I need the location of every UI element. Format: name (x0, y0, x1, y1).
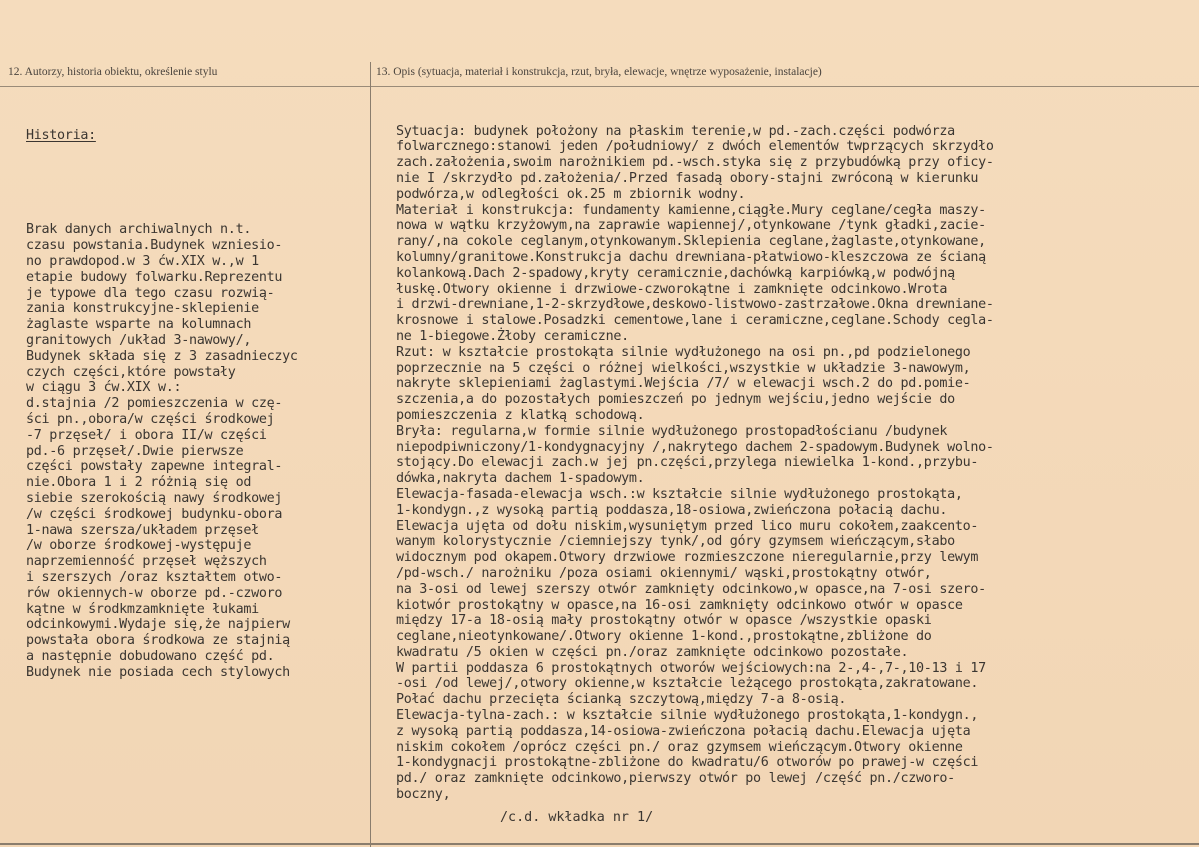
history-column (26, 96, 366, 712)
history-line: 1-nawa szersza/układem przęseł (26, 522, 259, 538)
description-line: rany/,na cokole ceglanym,otynkowanym.Sklepienia ceglane,żaglaste,otynkowane, (396, 234, 986, 250)
history-line: siebie szerokością nawy środkowej (26, 490, 283, 506)
description-line: /pd-wsch./ narożniku /poza osiami okiennymi/ wąski,prostokątny otwór, (396, 565, 932, 581)
description-line: podwórza,w odległości ok.25 m zbiornik wodny. (396, 186, 746, 202)
history-line: pd.-6 przęseł/.Dwie pierwsze (26, 443, 244, 459)
description-line: Rzut: w kształcie prostokąta silnie wydłużonego na osi pn.,pd podzielonego (396, 344, 971, 360)
description-line: i drzwi-drewniane,1-2-skrzydłowe,deskowo-listwowo-zastrzałowe.Okna drewniane- (396, 297, 994, 313)
history-line: części powstały zapewne integral- (26, 459, 283, 475)
bottom-edge (0, 843, 1199, 845)
history-line: czasu powstania.Budynek wzniesio- (26, 238, 283, 254)
history-line: no prawdopod.w 3 ćw.XIX w.,w 1 (26, 253, 259, 269)
description-line: stojący.Do elewacji zach.w jej pn.części,przylega niewielka 1-kond.,przybu- (396, 455, 979, 471)
description-line: na 3-osi od lewej szerszy otwór zamknięty odcinkowo,w opasce,na 7-osi szero- (396, 581, 986, 597)
description-line: Elewacja-tylna-zach.: w kształcie silnie wydłużonego prostokąta,1-kondygn., (396, 708, 979, 724)
description-line: niskim cokołem /oprócz części pn./ oraz gzymsem wieńczącym.Otwory okienne (396, 739, 963, 755)
description-line: zach.założenia,swoim narożnikiem pd.-wsch.styka się z przybudówką przy oficy- (396, 155, 994, 171)
description-line: krosnowe i stalowe.Posadzki cementowe,lane i ceramiczne,ceglane.Schody cegla- (396, 313, 994, 329)
section-13-header: 13. Opis (sytuacja, materiał i konstrukcja, rzut, bryła, elewacje, wnętrze wyposażenie, instalacje) (376, 66, 822, 78)
history-line: a następnie dobudowano część pd. (26, 648, 275, 664)
description-line: boczny, (396, 787, 451, 803)
description-line: nowa w wątku krzyżowym,na zaprawie wapiennej/,otynkowane /tynk gładki,zacie- (396, 218, 986, 234)
section-12-header: 12. Autorzy, historia obiektu, określenie stylu (8, 66, 218, 78)
history-line: etapie budowy folwarku.Reprezentu (26, 269, 283, 285)
description-line: Połać dachu przecięta ścianką szczytową,między 7-a 8-osią. (396, 692, 847, 708)
history-line: nie.Obora 1 i 2 różnią się od (26, 475, 252, 491)
description-line: nakryte sklepieniami żaglastymi.Wejścia /7/ w elewacji wsch.2 do pd.pomie- (396, 376, 971, 392)
continuation-note: /c.d. wkładka nr 1/ (500, 810, 654, 825)
description-line: nie I /skrzydło pd.założenia/.Przed fasadą obory-stajni zwróconą w kierunku (396, 170, 979, 186)
history-line: zania konstrukcyjne-sklepienie (26, 301, 259, 317)
description-line: widocznym pod okapem.Otwory drzwiowe rozmieszczone nieregularnie,przy lewym (396, 550, 979, 566)
description-line: Bryła: regularna,w formie silnie wydłużonego prostopadłościanu /budynek (396, 423, 948, 439)
history-line: żaglaste wsparte na kolumnach (26, 317, 252, 333)
history-line: naprzemienność przęseł węższych (26, 554, 267, 570)
history-line: Brak danych archiwalnych n.t. (26, 222, 252, 238)
history-line: Budynek składa się z 3 zasadnieczyc (26, 348, 298, 364)
history-spacer (26, 175, 366, 191)
history-line: /w części środkowej budynku-obora (26, 506, 283, 522)
history-line: je typowe dla tego czasu rozwią- (26, 285, 275, 301)
history-line: powstała obora środkowa ze stajnią (26, 633, 290, 649)
history-heading: Historia: (26, 127, 96, 143)
description-line: między 17-a 18-osią mały prostokątny otwór w opasce /wszystkie opaski (396, 613, 932, 629)
description-line: W partii poddasza 6 prostokątnych otworów wejściowych:na 2-,4-,7-,10-13 i 17 (396, 660, 986, 676)
description-line: Sytuacja: budynek położony na płaskim terenie,w pd.-zach.części podwórza (396, 123, 955, 139)
description-line: Materiał i konstrukcja: fundamenty kamienne,ciągłe.Mury ceglane/cegła maszy- (396, 202, 986, 218)
history-text (26, 222, 366, 680)
description-line: folwarcznego:stanowi jeden /południowy/ z dwóch elementów twprzących skrzydło (396, 139, 994, 155)
history-line: czych części,które powstały (26, 364, 236, 380)
description-line: kiotwór prostokątny w opasce,na 16-osi zamknięty odcinkowo otwór w opasce (396, 597, 963, 613)
history-line: granitowych /układ 3-nawowy/, (26, 332, 252, 348)
history-line: i szerszych /oraz kształtem otwo- (26, 569, 283, 585)
description-line: 1-kondygnacji prostokątne-zbliżone do kwadratu/6 otworów po prawej-w części (396, 755, 979, 771)
description-line: z wysoką partią poddasza,14-osiowa-zwieńczona połacią dachu.Elewacja ujęta (396, 723, 971, 739)
description-line: -osi /od lewej/,otwory okienne,w kształcie leżącego prostokąta,zakratowane. (396, 676, 979, 692)
description-line: pd./ oraz zamknięte odcinkowo,pierwszy otwór po lewej /część pn./czworo- (396, 771, 955, 787)
description-line: szczenia,a do pozostałych pomieszczeń po jednym wejściu,jedno wejście do (396, 392, 955, 408)
history-line: w ciągu 3 ćw.XIX w.: (26, 380, 182, 396)
history-line: /w oborze środkowej-występuje (26, 538, 252, 554)
description-line: poprzecznie na 5 części o różnej wielkości,wszystkie w układzie 3-nawowym, (396, 360, 971, 376)
description-line: ne 1-biegowe.Żłoby ceramiczne. (396, 328, 629, 344)
column-divider (370, 62, 371, 847)
history-line: ści pn.,obora/w części środkowej (26, 411, 275, 427)
description-line: niepodpiwniczony/1-kondygnacyjny /,nakrytego dachem 2-spadowym.Budynek wolno- (396, 439, 994, 455)
description-line: dówka,nakryta dachem 1-spadowym. (396, 471, 645, 487)
history-line: rów okiennych-w oborze pd.-czworo (26, 585, 283, 601)
description-line: kwadratu /5 okien w części pn./oraz zamknięte odcinkowo pozostałe. (396, 644, 909, 660)
description-line: Elewacja ujęta od dołu niskim,wysuniętym przed lico muru cokołem,zaakcento- (396, 518, 979, 534)
description-line: 1-kondygn.,z wysoką partią poddasza,18-osiowa,zwieńczona połacią dachu. (396, 502, 948, 518)
description-line: kolankową.Dach 2-spadowy,kryty ceramicznie,dachówką karpiówką,w podwójną (396, 265, 955, 281)
description-line: kolumny/granitowe.Konstrukcja dachu drewniana-płatwiowo-kleszczowa ze ścianą (396, 249, 986, 265)
description-column (396, 92, 1186, 834)
history-line: odcinkowymi.Wydaje się,że najpierw (26, 617, 290, 633)
header-divider (0, 86, 1199, 87)
history-line: -7 przęseł/ i obora II/w części (26, 427, 267, 443)
description-line: łuskę.Otwory okienne i drzwiowe-czworokątne i zamknięte odcinkowo.Wrota (396, 281, 948, 297)
description-line: Elewacja-fasada-elewacja wsch.:w kształcie silnie wydłużonego prostokąta, (396, 486, 963, 502)
description-line: ceglane,nieotynkowane/.Otwory okienne 1-kond.,prostokątne,zbliżone do (396, 629, 932, 645)
history-line: d.stajnia /2 pomieszczenia w czę- (26, 396, 283, 412)
description-text (396, 124, 1186, 803)
history-line: kątne w środkmzamknięte łukami (26, 601, 259, 617)
description-line: wanym kolorystycznie /ciemniejszy tynk/,od góry gzymsem wieńczącym,słabo (396, 534, 955, 550)
description-line: pomieszczenia z klatką schodową. (396, 407, 645, 423)
history-line: Budynek nie posiada cech stylowych (26, 664, 290, 680)
